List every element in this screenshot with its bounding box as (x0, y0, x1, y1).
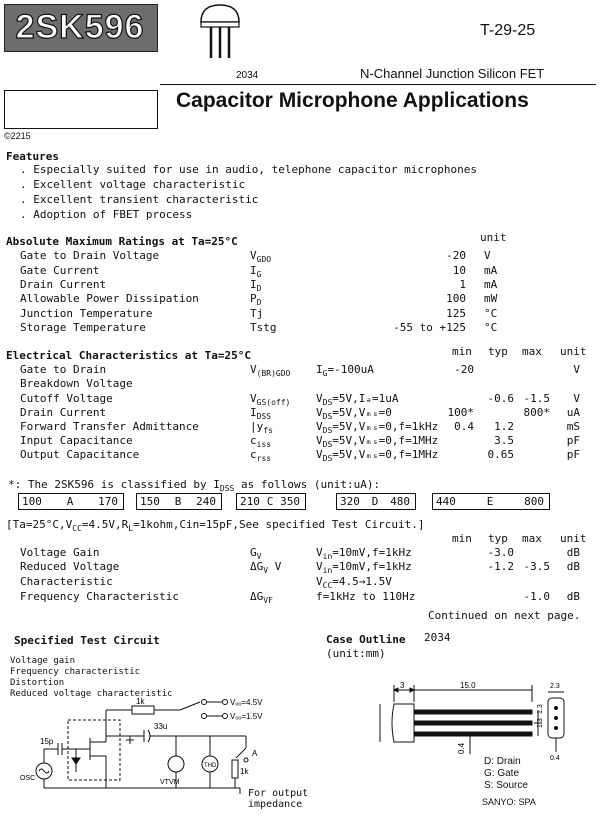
col-unit: unit (560, 532, 587, 545)
col-typ: typ (488, 345, 508, 358)
rank-lo: 100 (22, 495, 42, 508)
param: Cutoff Voltage (20, 392, 113, 405)
maker-code: SANYO: SPA (482, 797, 536, 807)
pin-legend: D: Drain (484, 756, 521, 767)
param: Input Capacitance (20, 434, 133, 447)
rank-values (436, 495, 544, 508)
abs-param: Allowable Power Dissipation (20, 292, 199, 305)
test-circuit-heading: Specified Test Circuit (14, 634, 160, 647)
label-15p: 15p (40, 737, 54, 746)
unit: dB (566, 590, 580, 603)
unit: V (573, 363, 580, 376)
feature-item: . Excellent transient characteristic (20, 193, 259, 206)
unit: pF (566, 448, 580, 461)
abs-unit: mW (484, 292, 498, 305)
min: 0.4 (454, 420, 474, 433)
param: Gate to Drain (20, 363, 107, 376)
abs-unit: mA (484, 278, 498, 291)
typ: -3.0 (487, 546, 514, 559)
case-code: 2034 (424, 631, 451, 644)
param: Output Capacitance (20, 448, 140, 461)
rank-rank: A (66, 495, 74, 508)
rank-rank: E (486, 495, 494, 508)
col-min: min (452, 532, 472, 545)
features-heading: Features (6, 150, 59, 163)
code-top: T-29-25 (480, 22, 536, 39)
symbol: $I_{DSS}$ (250, 406, 272, 421)
rank-lo: 150 (140, 495, 160, 508)
dim-2.3: 2.3 (550, 683, 560, 690)
rank-rank: B (174, 495, 182, 508)
abs-value: -55 to +125 (393, 321, 466, 334)
test-conditions: [$Ta=25^\circ C,V_{CC}=4.5V,R_L=1kohm,Cin=15pF,See$ specified Test Circuit.] (6, 518, 425, 533)
feature-item: . Adoption of FBET process (20, 208, 193, 221)
unit: dB (566, 546, 580, 559)
stamp: ©2215 (4, 131, 31, 141)
condition: $V_{DS}=5V,V_{ms}=0,f=1kHz$ (316, 420, 439, 435)
case-unit: (unit:mm) (326, 647, 386, 660)
unit: dB (566, 560, 580, 573)
blank-box (4, 90, 158, 129)
rank-rank: D (371, 495, 379, 508)
rank-values (340, 495, 410, 508)
elec-heading: Electrical Characteristics at Ta=25°C (6, 349, 252, 362)
label-osc: OSC (20, 775, 36, 782)
param: Voltage Gain (20, 546, 100, 559)
device-type: N-Channel Junction Silicon FET (360, 66, 545, 81)
dim-0.4: 0.4 (457, 742, 466, 754)
typ: 3.5 (494, 434, 514, 447)
dim-1.3b: 1.3 (537, 704, 544, 714)
label-vtvm: VTVM (160, 779, 180, 786)
part-number: 2SK596 (15, 8, 145, 46)
abs-symbol: Tj (250, 307, 264, 320)
symbol: $V_{(BR)GDO}$ (250, 363, 291, 378)
abs-param: Gate Current (20, 264, 100, 277)
abs-symbol: $V_{GDO}$ (250, 249, 272, 264)
condition: $V_{in}=10mV,f=1kHz$ (316, 560, 412, 575)
rank-hi: 350 (280, 495, 300, 508)
condition: $V_{CC}=4.5\to 1.5V$ (316, 575, 392, 590)
rank-lo: 320 (340, 495, 360, 508)
case-heading: Case Outline (326, 633, 406, 646)
pin-legend: S: Source (484, 780, 528, 791)
label-a: A (252, 749, 258, 758)
abs-unit: °C (484, 321, 498, 334)
rank-lo: 210 (240, 495, 260, 508)
circuit-purpose: Reduced voltage characteristic (10, 689, 173, 699)
label-33u: 33u (154, 722, 168, 731)
rank-hi: 170 (98, 495, 118, 508)
rank-rank: C (266, 495, 274, 508)
abs-unit: °C (484, 307, 498, 320)
header-rule (160, 84, 596, 85)
unit-header: unit (480, 231, 507, 244)
param: Frequency Characteristic (20, 590, 179, 603)
dim-0.4b: 0.4 (550, 755, 560, 762)
abs-value: 1 (459, 278, 466, 291)
abs-symbol: $P_D$ (250, 292, 262, 307)
transistor-package-icon (196, 2, 246, 60)
abs-symbol: $I_G$ (250, 264, 262, 279)
condition: $V_{DS}=5V,V_{ms}=0,f=1MHz$ (316, 448, 439, 463)
col-unit: unit (560, 345, 587, 358)
rank-values (140, 495, 216, 508)
dim-3: 3 (400, 681, 405, 690)
abs-unit: mA (484, 264, 498, 277)
max: -1.0 (523, 590, 550, 603)
typ: -1.2 (487, 560, 514, 573)
symbol: $G_V$ (250, 546, 262, 561)
condition: f=1kHz to 110Hz (316, 590, 416, 603)
condition: $V_{DS}=5V,V_{ms}=0,f=1MHz$ (316, 434, 439, 449)
param: Forward Transfer Admittance (20, 420, 199, 433)
param: Drain Current (20, 406, 107, 419)
param: Reduced Voltage (20, 560, 120, 573)
rank-values (22, 495, 118, 508)
rank-lo: 440 (436, 495, 456, 508)
col-max: max (522, 345, 542, 358)
min: 100* (447, 406, 474, 419)
rank-hi: 800 (524, 495, 544, 508)
col-typ: typ (488, 532, 508, 545)
param: Characteristic (20, 575, 113, 588)
col-max: max (522, 532, 542, 545)
unit: V (573, 392, 580, 405)
feature-item: . Especially suited for use in audio, telephone capacitor microphones (20, 163, 477, 176)
param: Breakdown Voltage (20, 377, 133, 390)
circuit-purpose: Distortion (10, 678, 65, 688)
condition: $V_{in}=10mV,f=1kHz$ (316, 546, 412, 561)
output-note: For output (248, 788, 309, 799)
abs-value: 125 (446, 307, 466, 320)
typ: 1.2 (494, 420, 514, 433)
abs-symbol: $I_D$ (250, 278, 262, 293)
abs-param: Drain Current (20, 278, 107, 291)
circuit-purpose: Frequency characteristic (10, 667, 141, 677)
condition: $V_{DS}=5V,V_{ms}=0$ (316, 406, 392, 421)
dim-15: 15.0 (460, 681, 476, 690)
classification-note: *: The 2SK596 is classified by $I_{DSS}$ as follows (unit:uA): (8, 478, 381, 493)
abs-param: Storage Temperature (20, 321, 146, 334)
symbol: $V_{GS(off)}$ (250, 392, 291, 407)
pin-legend: G: Gate (484, 768, 520, 779)
output-note: impedance (248, 799, 303, 810)
unit: mS (566, 420, 580, 433)
symbol: $c_{rss}$ (250, 448, 272, 463)
label-1k: 1k (136, 697, 145, 706)
max: -3.5 (523, 560, 550, 573)
col-min: min (452, 345, 472, 358)
unit: pF (566, 434, 580, 447)
typ: 0.65 (487, 448, 514, 461)
label-vcc15: Vₒₒ=1.5V (230, 712, 263, 721)
label-1k-out: 1k (240, 767, 249, 776)
dim-1.3: 1.3 (537, 718, 544, 728)
min: -20 (454, 363, 474, 376)
unit: uA (566, 406, 580, 419)
abs-symbol: Tstg (250, 321, 277, 334)
condition: $V_{DS}=5V,Iₔ=1uA$ (316, 392, 399, 407)
feature-item: . Excellent voltage characteristic (20, 178, 246, 191)
symbol: $\Delta G_V$ V (250, 560, 282, 575)
case-outline-diagram (370, 680, 590, 780)
symbol: $c_{iss}$ (250, 434, 272, 449)
abs-unit: V (484, 249, 491, 262)
typ: -0.6 (487, 392, 514, 405)
continued-note: Continued on next page. (428, 609, 581, 622)
rank-hi: 480 (390, 495, 410, 508)
symbol: $\Delta G_{VF}$ (250, 590, 273, 605)
abs-value: -20 (446, 249, 466, 262)
condition: $I_G=-100uA$ (316, 363, 374, 378)
label-thd: THD (204, 763, 217, 769)
abs-max-heading: Absolute Maximum Ratings at Ta=25°C (6, 235, 238, 248)
rank-values (240, 495, 300, 508)
abs-value: 100 (446, 292, 466, 305)
symbol: $|y_{fs}$ (250, 420, 273, 435)
abs-param: Gate to Drain Voltage (20, 249, 160, 262)
circuit-purpose: Voltage gain (10, 656, 76, 666)
max: -1.5 (523, 392, 550, 405)
catalog-number: 2034 (236, 70, 259, 81)
rank-hi: 240 (196, 495, 216, 508)
label-vcc45: Vₒₒ=4.5V (230, 698, 263, 707)
max: 800* (523, 406, 550, 419)
abs-value: 10 (452, 264, 466, 277)
page-title: Capacitor Microphone Applications (176, 89, 529, 112)
abs-param: Junction Temperature (20, 307, 153, 320)
